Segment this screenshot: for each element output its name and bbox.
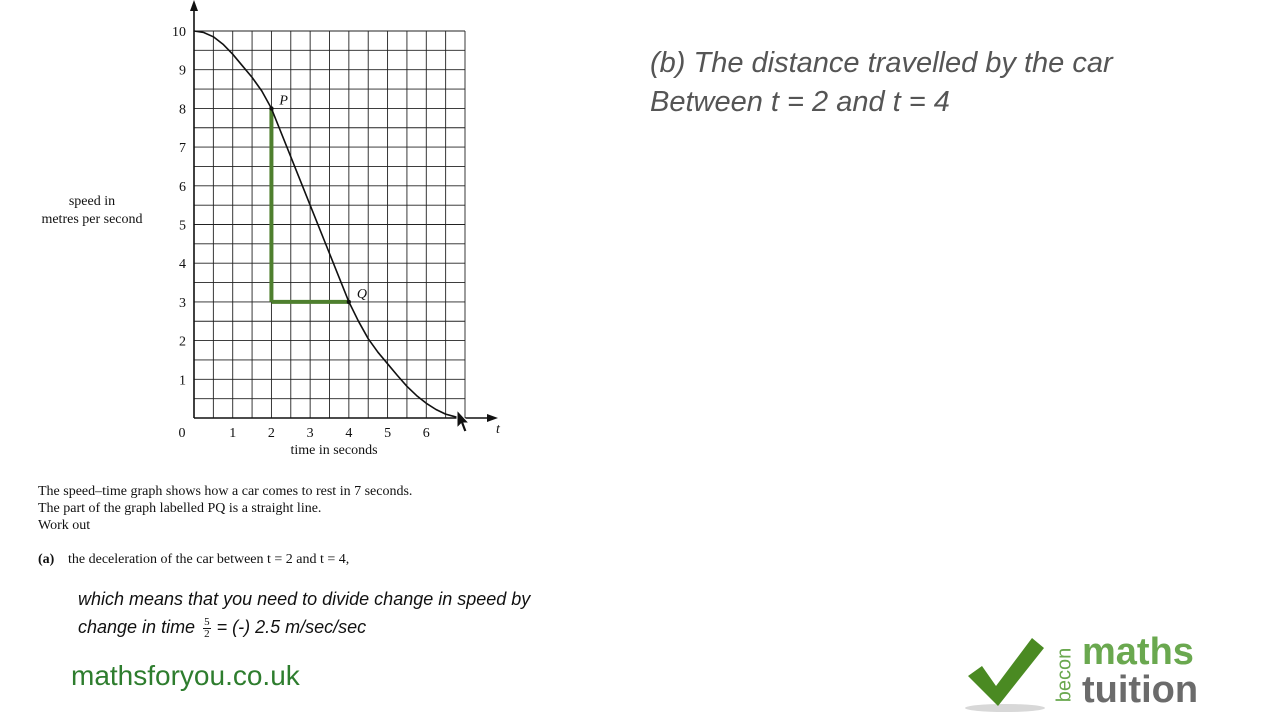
point-marker bbox=[269, 106, 273, 110]
y-tick-label: 6 bbox=[179, 179, 186, 195]
y-tick-label: 10 bbox=[172, 25, 186, 40]
answer-fraction bbox=[203, 617, 211, 640]
y-tick-label: 3 bbox=[179, 295, 186, 311]
y-tick-label: 8 bbox=[179, 102, 186, 118]
y-tick-label: 9 bbox=[179, 63, 186, 79]
speed-time-graph bbox=[0, 0, 520, 470]
part-b-line-2: Between t = 2 and t = 4 bbox=[650, 86, 950, 118]
brand-becon: becon bbox=[1053, 647, 1076, 703]
y-axis-arrow-icon bbox=[190, 0, 198, 11]
mouse-cursor-icon bbox=[457, 410, 469, 432]
y-axis-label-line-2: metres per second bbox=[41, 212, 143, 227]
part-a-text: the deceleration of the car between t = 2 and t = 4, bbox=[68, 552, 350, 567]
y-tick-label: 5 bbox=[179, 218, 186, 234]
checkmark-logo-icon bbox=[960, 630, 1050, 715]
grid-lines bbox=[194, 31, 465, 418]
brand-tuition: tuition bbox=[1082, 669, 1199, 711]
point-marker bbox=[347, 300, 351, 304]
point-label: P bbox=[279, 93, 288, 109]
x-tick-label: 1 bbox=[229, 426, 237, 441]
answer-line-1: which means that you need to divide change in speed by bbox=[78, 589, 531, 609]
y-tick-label: 4 bbox=[179, 257, 186, 273]
question-line-3: Work out bbox=[38, 518, 91, 533]
point-label: Q bbox=[356, 286, 367, 302]
cursor-arrow bbox=[457, 410, 469, 432]
x-tick-label: 0 bbox=[178, 426, 186, 441]
x-tick-label: 5 bbox=[384, 426, 392, 441]
fraction-denominator: 2 bbox=[204, 627, 210, 640]
y-tick-label: 1 bbox=[179, 373, 186, 389]
fraction-numerator: 5 bbox=[204, 615, 210, 628]
x-axis-label: time in seconds bbox=[290, 443, 378, 458]
question-text bbox=[38, 483, 412, 534]
part-a-question bbox=[38, 552, 349, 568]
part-b-line-1: (b) The distance travelled by the car bbox=[650, 47, 1113, 79]
answer-line-2-prefix: change in time bbox=[78, 617, 196, 637]
answer-line-2 bbox=[78, 613, 530, 641]
answer-line-2-suffix: = (-) 2.5 m/sec/sec bbox=[216, 617, 367, 637]
question-line-1: The speed–time graph shows how a car comes to rest in 7 seconds. bbox=[38, 484, 413, 499]
point-labels bbox=[269, 93, 367, 304]
x-tick-label: 2 bbox=[267, 426, 275, 441]
tick-labels bbox=[172, 25, 430, 441]
y-axis-label bbox=[22, 193, 162, 229]
y-axis-label-line-1: speed in bbox=[68, 194, 116, 209]
y-tick-label: 2 bbox=[179, 334, 186, 350]
part-a-answer bbox=[78, 585, 530, 641]
axes bbox=[190, 0, 501, 437]
part-a-label: (a) bbox=[38, 552, 55, 567]
x-tick-label: 4 bbox=[345, 426, 353, 441]
part-b-question bbox=[650, 44, 1113, 122]
brand-maths: maths bbox=[1082, 631, 1194, 673]
question-line-2: The part of the graph labelled PQ is a straight line. bbox=[38, 501, 322, 516]
x-tick-label: 3 bbox=[306, 426, 314, 441]
site-url: mathsforyou.co.uk bbox=[71, 660, 300, 691]
y-tick-label: 7 bbox=[179, 141, 186, 157]
x-tick-label: 6 bbox=[422, 426, 430, 441]
x-axis-symbol: t bbox=[496, 422, 500, 437]
x-axis-arrow-icon bbox=[487, 414, 498, 422]
